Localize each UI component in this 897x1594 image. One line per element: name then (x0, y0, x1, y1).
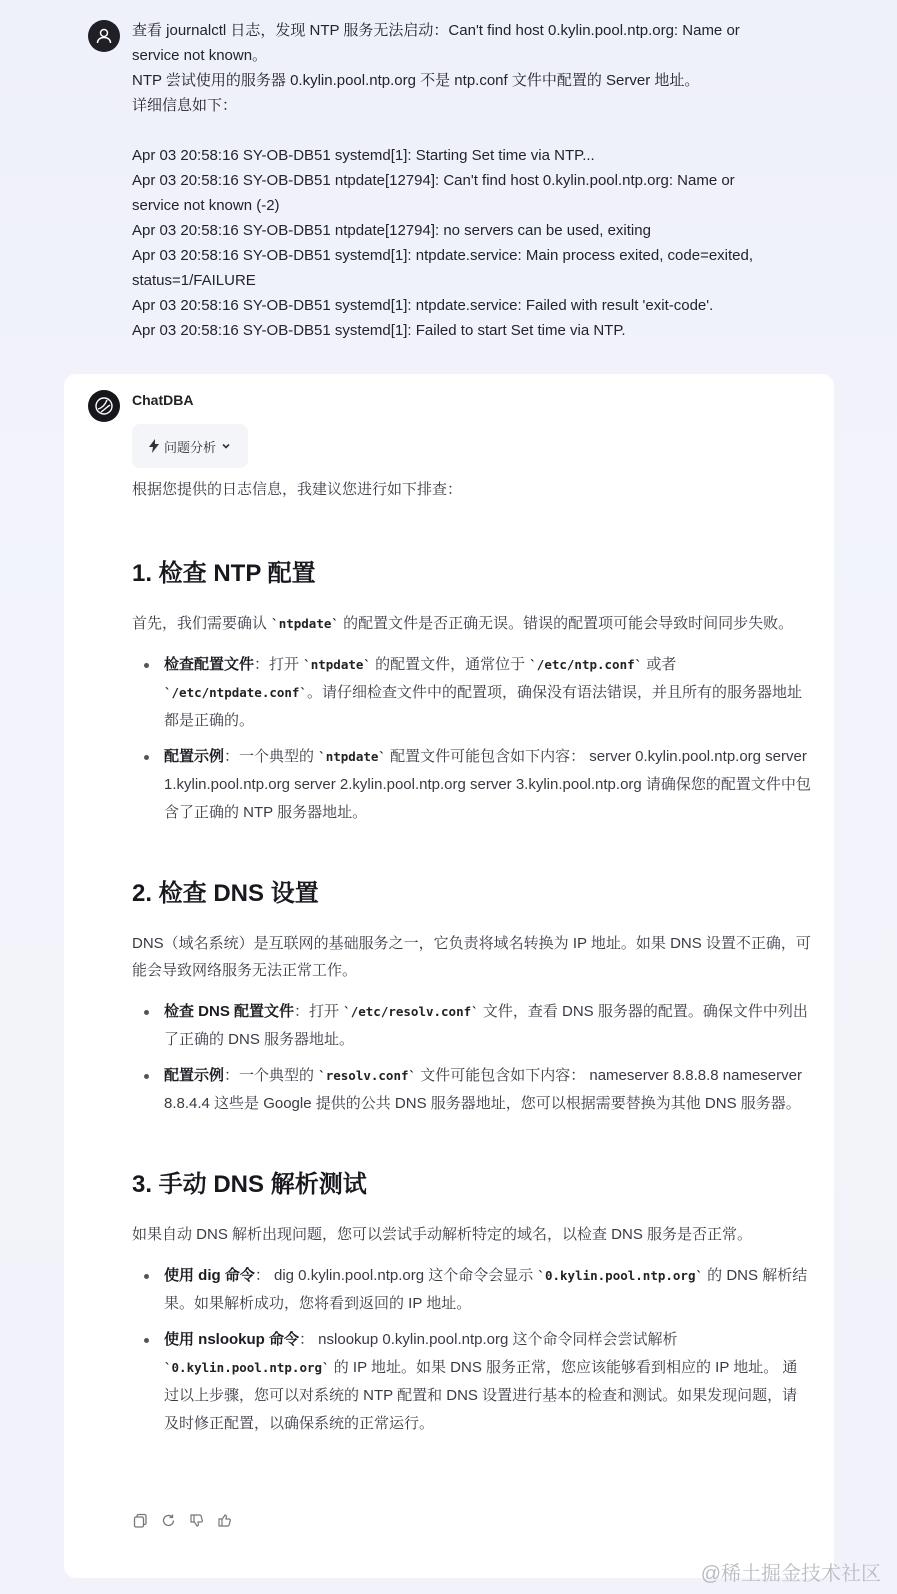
list-item: 配置示例：一个典型的 `resolv.conf` 文件可能包含如下内容： nameserver 8.8.8.8 nameserver 8.8.4.4 这些是 Google 提供的公共 DNS 服务器地址，您可以根据需要替换为其他 DNS 服务器。 (132, 1062, 812, 1118)
section-2-heading: 2. 检查 DNS 设置 (132, 880, 319, 907)
section-2-list (132, 998, 812, 1118)
copy-icon[interactable] (132, 1512, 148, 1528)
user-icon (88, 20, 120, 52)
watermark: @稀土掘金技术社区 (700, 1563, 881, 1585)
section-1-heading: 1. 检查 NTP 配置 (132, 560, 316, 587)
lightning-icon (148, 439, 160, 453)
section-3-list (132, 1262, 812, 1438)
chatdba-logo-icon (88, 390, 120, 422)
refresh-icon[interactable] (160, 1512, 176, 1528)
assistant-name: ChatDBA (132, 392, 194, 408)
section-3-heading: 3. 手动 DNS 解析测试 (132, 1171, 367, 1198)
chevron-down-icon (220, 440, 232, 452)
section-1-paragraph: 首先，我们需要确认 `ntpdate` 的配置文件是否正确无误。错误的配置项可能会导致时间同步失败。 (132, 615, 794, 632)
intro-text: 根据您提供的日志信息，我建议您进行如下排查： (132, 481, 463, 498)
thumbs-down-icon[interactable] (188, 1512, 204, 1528)
list-item: 配置示例：一个典型的 `ntpdate` 配置文件可能包含如下内容： server 0.kylin.pool.ntp.org server 1.kylin.pool.ntp.org server 2.kylin.pool.ntp.org server 3.kylin.pool.ntp.org 请确保您的配置文件中包含了正确的 NTP 服务器地址。 (132, 743, 812, 827)
list-item: 使用 nslookup 命令： nslookup 0.kylin.pool.ntp.org 这个命令同样会尝试解析 `0.kylin.pool.ntp.org` 的 IP 地址。如果 DNS 服务正常，您应该能够看到相应的 IP 地址。 通过以上步骤，您可以对系统的 NTP 配置和 DNS 设置进行基本的检查和测试。如果发现问题，请及时修正配置，以确保系统的正常运行。 (132, 1326, 812, 1438)
thumbs-up-icon[interactable] (216, 1512, 232, 1528)
list-item: 使用 dig 命令： dig 0.kylin.pool.ntp.org 这个命令会显示 `0.kylin.pool.ntp.org` 的 DNS 解析结果。如果解析成功，您将看到返回的 IP 地址。 (132, 1262, 812, 1318)
answer-content (132, 476, 812, 1438)
section-3-paragraph: 如果自动 DNS 解析出现问题，您可以尝试手动解析特定的域名，以检查 DNS 服务是否正常。 (132, 1226, 753, 1243)
analysis-toggle-button[interactable] (132, 424, 248, 468)
list-item: 检查 DNS 配置文件：打开 `/etc/resolv.conf` 文件，查看 DNS 服务器的配置。确保文件中列出了正确的 DNS 服务器地址。 (132, 998, 812, 1054)
user-message (88, 18, 778, 343)
assistant-message-card (64, 374, 834, 1578)
section-1-list (132, 651, 812, 827)
message-actions (132, 1512, 232, 1528)
analysis-label: 问题分析 (163, 439, 216, 455)
user-message-text: 查看 journalctl 日志，发现 NTP 服务无法启动：Can't find host 0.kylin.pool.ntp.org: Name or service not known。 NTP 尝试使用的服务器 0.kylin.pool.ntp.org 不是 ntp.conf 文件中配置的 Server 地址。 详细信息如下： Apr 03 20:58:16 SY-OB-DB51 systemd[1]: Starting Set time via NTP... Apr 03 20:58:16 SY-OB-DB51 ntpdate[12794]: Can't find host 0.kylin.pool.ntp.org: Name or service not known (-2) Apr 03 20:58:16 SY-OB-DB51 ntpdate[12794]: no servers can be used, exiting Apr 03 20:58:16 SY-OB-DB51 systemd[1]: ntpdate.service: Main process exited, code=exited, status=1/FAILURE Apr 03 20:58:16 SY-OB-DB51 systemd[1]: ntpdate.service: Failed with result 'exit-code'. Apr 03 20:58:16 SY-OB-DB51 systemd[1]: Failed to start Set time via NTP. (132, 22, 754, 339)
section-2-paragraph: DNS（域名系统）是互联网的基础服务之一，它负责将域名转换为 IP 地址。如果 DNS 设置不正确，可能会导致网络服务无法正常工作。 (132, 935, 811, 979)
list-item: 检查配置文件：打开 `ntpdate` 的配置文件，通常位于 `/etc/ntp.conf` 或者 `/etc/ntpdate.conf`。请仔细检查文件中的配置项，确保没有语法错误，并且所有的服务器地址都是正确的。 (132, 651, 812, 735)
